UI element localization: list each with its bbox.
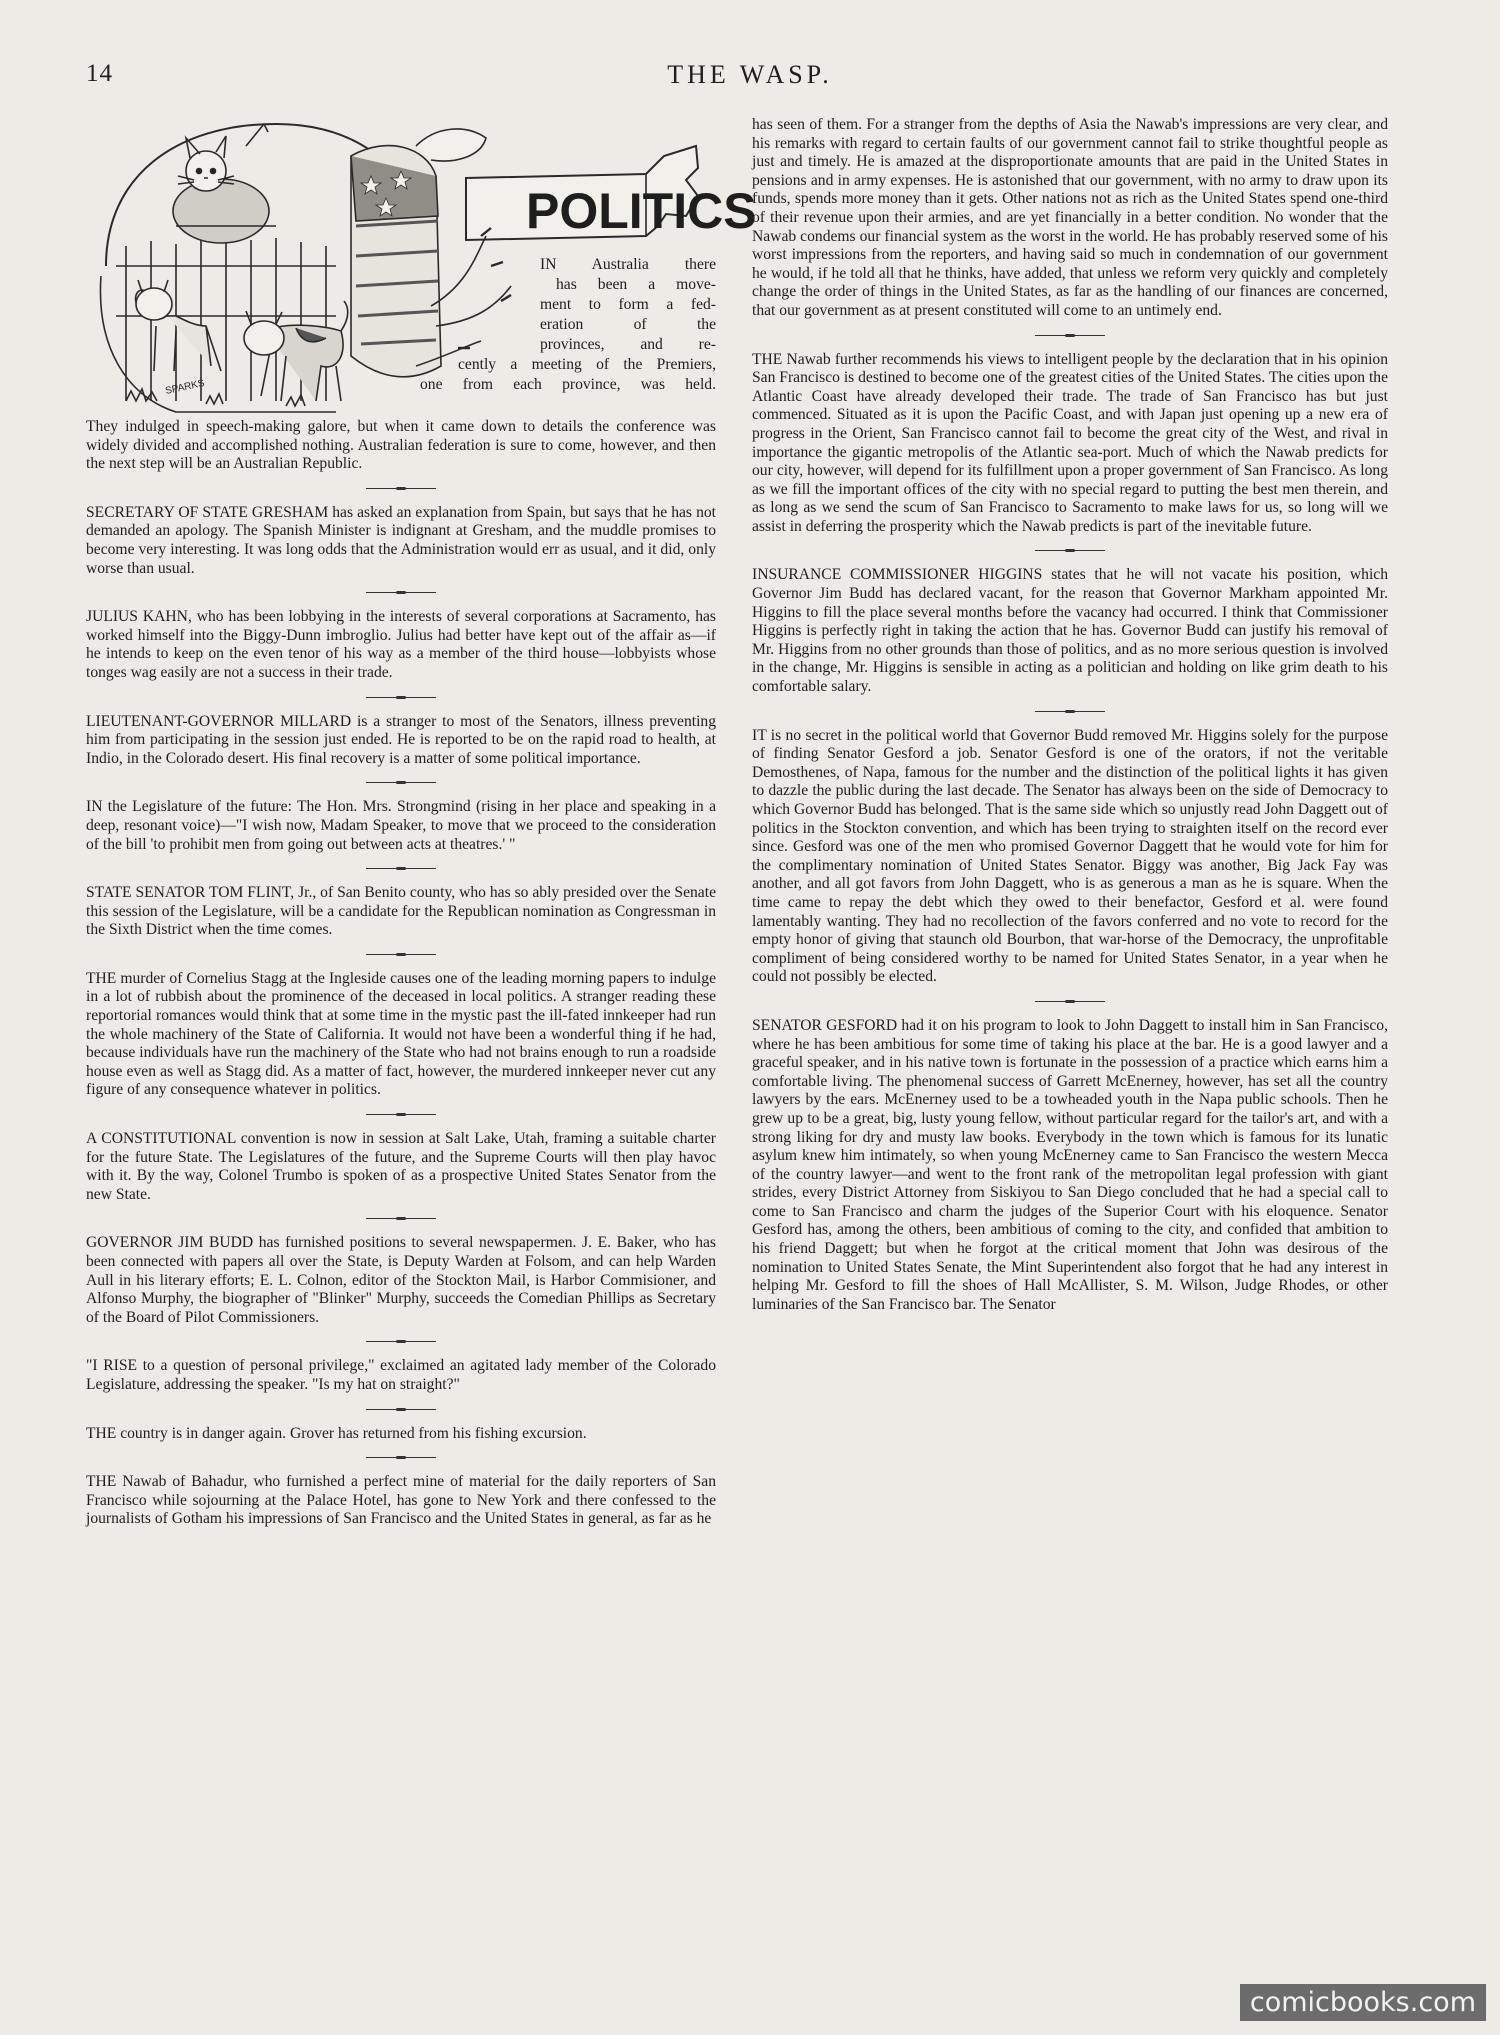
article-paragraph: THE murder of Cornelius Stagg at the Ingleside causes one of the leading morning papers to indulge in a lot of rubbish about the prominence of the deceased in local politics. A stranger reading these reportorial romances would think that at some time in the mystic past the ill-fated innkeeper had run the whole machinery of the State of California. It would not have been a wonderful thing if he had, because individuals have run the machinery of the State who had not brains enough to run a roadside house even as well as Stagg did. As a matter of fact, however, the murdered innkeeper never cut any figure of any consequence whatever in politics. [86,969,716,1099]
article-paragraph: IT is no secret in the political world that Governor Budd removed Mr. Higgins solely for the purpose of finding Senator Gesford a job. Senator Gesford is one of the orators, if not the veritable Demosthenes, of Napa, famous for the number and the distinction of the political lights it has given to dazzle the public during the last decade. The Senator has always been on the side of Democracy to which Governor Budd has belonged. That is the same side which so unjustly read John Daggett out of politics in the Stockton convention, and which has been trying to straighten itself on the record ever since. Gesford was one of the men who promised Governor Daggett that he would vote for him for the complimentary nomination of United States Senator. Biggy was another, Big Jack Fay was another, and all got favors from John Daggett, who is as generous a man as he is square. When the time came to repay the debt which they owed to their benefactor, Gesford et al. were found lamentably wanting. They had no recollection of the favors conferred and no vote to record for the empty honor of giving that staunch old Bourbon, that war-horse of the Democracy, the unprofitable compliment of being considered worthy to be named for United States Senator, in a year when he could not possibly be elected. [752,726,1388,986]
site-watermark: comicbooks.com [1240,1984,1486,2021]
article-paragraph: GOVERNOR JIM BUDD has furnished positions to several newspapermen. J. E. Baker, who has been connected with papers all over the State, is Deputy Warden at Folsom, and can help Warden Aull in his literary efforts; E. L. Colnon, editor of the Stockton Mail, is Harbor Commisioner, and Alfonso Murphy, the biographer of "Blinker" Murphy, succeeds the Comedian Phillips as Secretary of the Board of Pilot Commissioners. [86,1234,716,1326]
section-divider [366,592,436,593]
lead-line: has been a move- [556,276,716,293]
section-divider [366,868,436,869]
section-divider [366,697,436,698]
lead-line: ment to form a fed- [540,296,716,313]
article-paragraph: THE Nawab further recommends his views to intelligent people by the declaration that in his opinion San Francisco is destined to become one of the greatest cities of the United States. The cities upon the Atlantic Coast have already developed their trade. The trade of San Francisco has but just commenced. Situated as it is upon the Pacific Coast, and with Japan just opening up a new era of progress in the Orient, San Francisco cannot fail to become the great city of the West, and rival in importance the gigantic metropolis of the Atlantic sea-port. Much of which the Nawab predicts for our city, however, will depend for its fulfillment upon a proper government of San Francisco. As long as we fill the important offices of the city with no special regard to putting the best men therein, and as long as we send the scum of San Francisco to Sacramento to make laws for us, so long will we assist in deferring the prosperity which the Nawab predicts is part of the inevitable future. [752,350,1388,535]
article-paragraph: "I RISE to a question of personal privilege," exclaimed an agitated lady member of the Colorado Legislature, addressing the speaker. "Is my hat on straight?" [86,1357,716,1393]
article-paragraph: A CONSTITUTIONAL convention is now in session at Salt Lake, Utah, framing a suitable charter for the future State. The Legislatures of the future, and the Supreme Courts will then play havoc with it. By the way, Colonel Trumbo is spoken of as a prospective United States Senator from the new State. [86,1130,716,1203]
section-divider [366,1457,436,1458]
article-paragraph: THE country is in danger again. Grover has returned from his fishing excursion. [86,1424,587,1442]
section-divider [366,1341,436,1342]
lead-line: IN Australia there [540,256,716,273]
section-divider [366,954,436,955]
section-divider [366,1409,436,1410]
section-divider [366,1114,436,1115]
lead-line: one from each province, was held. [420,376,716,393]
section-divider [366,782,436,783]
article-paragraph: THE Nawab of Bahadur, who furnished a perfect mine of material for the daily reporters of San Francisco while sojourning at the Palace Hotel, has gone to New York and there confessed to the journalists of Gotham his impressions of San Francisco and the United States in general, as far as he [86,1473,716,1528]
article-paragraph: INSURANCE COMMISSIONER HIGGINS states that he will not vacate his position, which Governor Jim Budd has declared vacant, for the reason that Governor Markham appointed Mr. Higgins to fill the place several months before the vacancy had occurred. I think that Commissioner Higgins is perfectly right in taking the action that he has. Governor Budd can justify his removal of Mr. Higgins from no other grounds than those of politics, and as no more serious question is involved in the change, Mr. Higgins is sensible in acting as a politician and holding on like grim death to his comfortable salary. [752,566,1388,696]
section-divider [1035,711,1105,712]
article-paragraph: has seen of them. For a stranger from the depths of Asia the Nawab's impressions are very clear, and his remarks with regard to certain faults of our government cannot fail to strike thoughtful people as just and timely. He is amazed at the disproportionate amounts that are paid in the United States in pensions and in army expenses. He is astonished that our government, with no army to draw upon its funds, spends more money than it gets. Other nations not as rich as the United States spend one-third of their revenue upon their armies, and are yet financially in a better condition. No wonder that the Nawab condems our financial system as the worst in the world. He has probably reserved some of his worst impressions from the reporters, and having said so much in condemnation of our government he would, if he told all that he thinks, have added, that unless we reform very quickly and completely change the order of things in the United States, as far as the handling of our finances are concerned, that our government as at present constituted will come to an untimely end. [752,116,1388,319]
article-paragraph: LIEUTENANT-GOVERNOR MILLARD is a stranger to most of the Senators, illness preventing him from participating in the session just ended. He is reported to be on the rapid road to health, at Indio, in the Colorado desert. His final recovery is a matter of some political importance. [86,712,716,767]
lead-line: eration of the [540,316,716,333]
left-column [86,418,716,1529]
section-divider [366,488,436,489]
article-paragraph: JULIUS KAHN, who has been lobbying in the interests of several corporations at Sacramento, has worked himself into the Biggy-Dunn imbroglio. Julius had better have kept out of the affair as—if he intends to keep on the even tenor of his way as a member of the third house—lobbyists whose tonges wag easily are not a success in their trade. [86,608,716,681]
right-column [752,116,1388,1314]
article-paragraph: They indulged in speech-making galore, but when it came down to details the conference was widely divided and accomplished nothing. Australian federation is sure to come, however, and then the next step will be an Australian Republic. [86,418,716,473]
page-number: 14 [86,60,113,87]
article-paragraph: SENATOR GESFORD had it on his program to look to John Daggett to install him in San Francisco, where he has been ambitious for some time of taking his place at the bar. He is a good lawyer and a graceful speaker, and in his native town is fortunate in the possession of a practice which earns him a comfortable living. The phenomenal success of Garrett McEnerney, however, has set all the country lawyers by the ears. McEnerney used to be a towheaded youth in the Napa public schools. Then he grew up to be a great, big, lusty young fellow, without particular regard for the tailor's art, and with a strong liking for dry and musty law books. Everybody in the town which is famous for its lunatic asylum knew him intimately, so when young McEnerney came to San Francisco the western Mecca of the country lawyer—and went to the front rank of the metropolitan legal profession with giant strides, every District Attorney from Siskiyou to San Diego concluded that he had a special call to come to San Francisco and charm the judges of the Superior Court with his eloquence. Senator Gesford has, among the others, been ambitious of coming to the city, and confided that ambition to his friend Daggett; but when he forgot at the critical moment that John was desirous of the nomination to United States Senate, the Mint Superintendent also forgot that he had any interest in helping Mr. Gesford to fill the shoes of Hall McAllister, S. M. Wilson, Judge Rhodes, or other luminaries of the San Francisco bar. The Senator [752,1016,1388,1313]
article-paragraph: IN the Legislature of the future: The Hon. Mrs. Strongmind (rising in her place and speaking in a deep, resonant voice)—"I wish now, Madam Speaker, to move that we proceed to the consideration of the bill 'to prohibit men from going out between acts at theatres.' " [86,798,716,853]
section-divider [1035,335,1105,336]
article-paragraph: STATE SENATOR TOM FLINT, Jr., of San Benito county, who has so ably presided over the Senate this session of the Legislature, will be a candidate for the Republican nomination as Congressman in the Sixth District when the time comes. [86,884,716,939]
page-title: THE WASP. [667,60,833,89]
lead-line: cently a meeting of the Premiers, [458,356,716,373]
artist-signature: SPARKS [164,377,206,397]
section-divider [366,1218,436,1219]
section-divider [1035,550,1105,551]
article-paragraph: SECRETARY OF STATE GRESHAM has asked an explanation from Spain, but says that he has not demanded an apology. The Spanish Minister is indignant at Gresham, and the muddle promises to become very interesting. It was long odds that the Administration would err as usual, and it did, only worse than usual. [86,503,716,577]
banner-title: POLITICS [526,183,757,239]
lead-line: provinces, and re- [540,336,716,353]
section-divider [1035,1001,1105,1002]
